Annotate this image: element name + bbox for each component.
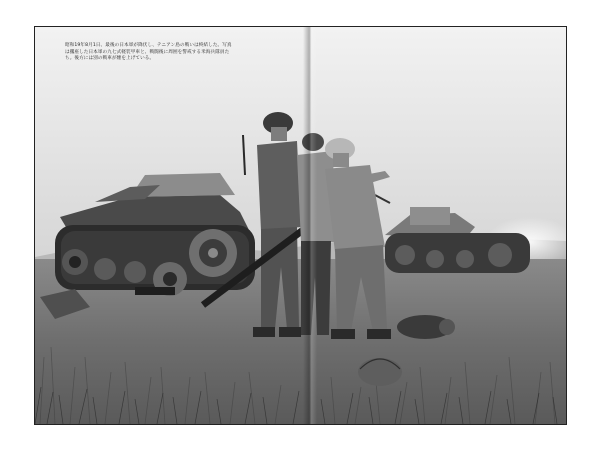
photo-spread bbox=[34, 26, 567, 425]
war-photo bbox=[35, 27, 566, 424]
photo-caption: 昭和19年8月1日、最後の日本軍が降伏し、テニアン島の戦いは終結した。写真は擱座した日本軍の九七式軽装甲車と、戦闘後に周囲を警戒する米海兵隊員たち。後方には別の戦車が煙を上げている。 bbox=[65, 43, 232, 62]
tank-right-turret bbox=[410, 207, 450, 225]
book-gutter bbox=[303, 27, 317, 424]
ground-helmet bbox=[358, 358, 402, 386]
